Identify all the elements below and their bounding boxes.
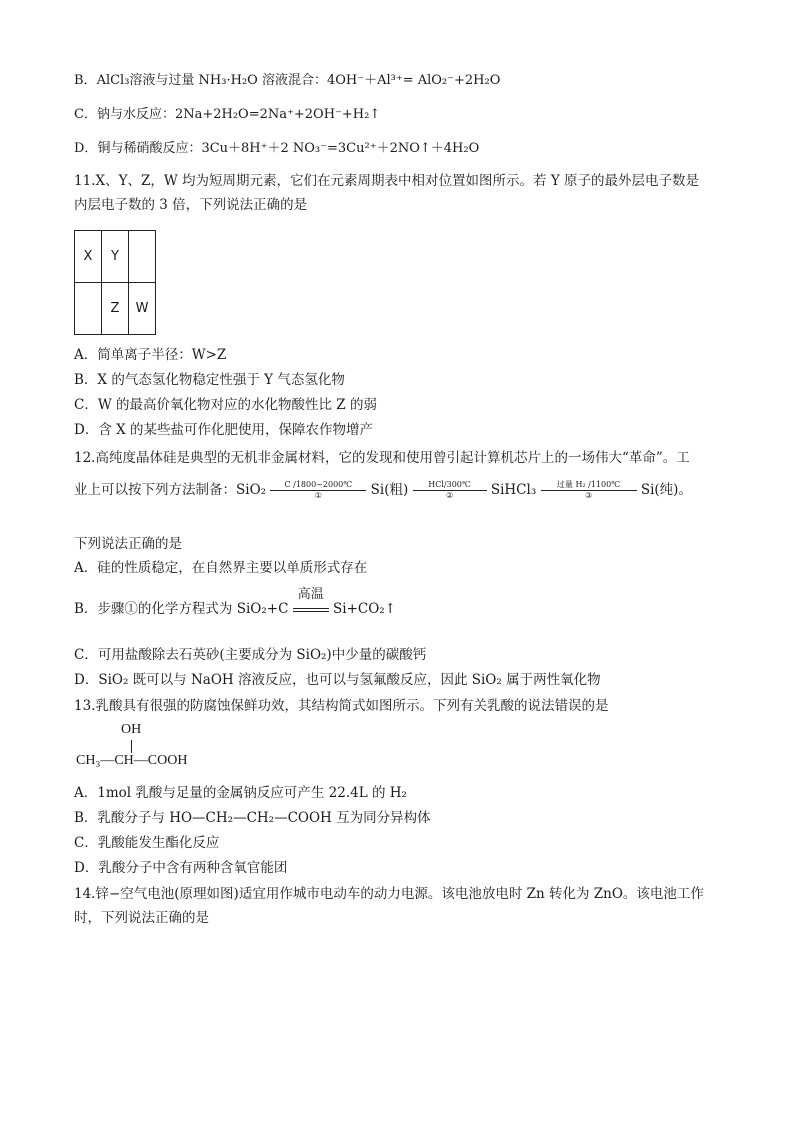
q13-option-b: B．乳酸分子与 HO—CH₂—CH₂—COOH 互为同分异构体 <box>74 810 431 826</box>
scheme-si-pure: Si(纯)。 <box>640 482 692 498</box>
q11-stem-line2: 内层电子数的 3 倍，下列说法正确的是 <box>74 197 308 213</box>
reaction-arrow-3 <box>541 480 637 501</box>
q12-option-b-prefix: B．步骤①的化学方程式为 SiO₂+C <box>74 601 289 617</box>
equals-line-top <box>293 608 329 609</box>
q10-option-c-label: C． <box>74 107 97 122</box>
q12-option-b-suffix: Si+CO₂↑ <box>333 601 396 617</box>
q12-stem-prefix: 业上可以按下列方法制备： <box>74 482 236 498</box>
arrow-1-condition: C /1800~2000℃ <box>270 480 366 491</box>
reaction-arrow-1 <box>270 480 366 501</box>
q13-option-c: C．乳酸能发生酯化反应 <box>74 835 220 851</box>
lactic-acid-structure <box>76 722 236 772</box>
q14-stem-line1: 14.锌−空气电池(原理如图)适宜用作城市电动车的动力电源。该电池放电时 Zn 转化为 ZnO。该电池工作 <box>74 886 704 902</box>
structure-chain: CH₃—CH—COOH <box>76 753 188 768</box>
arrow-2-step: ② <box>445 491 454 500</box>
q14-stem-line2: 时，下列说法正确的是 <box>74 910 209 926</box>
q12-stem-line1: 12.高纯度晶体硅是典型的无机非金属材料，它的发现和使用曾引起计算机芯片上的一场伟大“革命”。工 <box>74 450 690 466</box>
cell-empty-2 <box>75 283 102 335</box>
cell-x: X <box>75 231 102 283</box>
scheme-si-crude: Si(粗) <box>370 482 409 498</box>
q12-option-c: C．可用盐酸除去石英砂(主要成分为 SiO₂)中少量的碳酸钙 <box>74 647 427 663</box>
q12-ask: 下列说法正确的是 <box>74 536 182 552</box>
cell-z: Z <box>102 283 129 335</box>
q10-option-d-body: 铜与稀硝酸反应：3Cu＋8H⁺＋2 NO₃⁻=3Cu²⁺＋2NO↑＋4H₂O <box>97 141 480 156</box>
structure-oh: OH <box>121 722 142 737</box>
q11-option-b: B．X 的气态氢化物稳定性强于 Y 气态氢化物 <box>74 372 345 388</box>
reaction-arrow-2 <box>413 480 487 501</box>
arrow-3-step: ③ <box>584 491 593 500</box>
arrow-3-condition: 过量 H₂ /1100℃ <box>541 480 637 491</box>
q11-option-d: D．含 X 的某些盐可作化肥使用，保障农作物增产 <box>74 422 374 438</box>
q12-option-b <box>74 586 396 619</box>
arrow-2-condition: HCl/300℃ <box>413 480 487 491</box>
high-temp-label: 高温 <box>297 586 324 602</box>
q10-option-d-label: D． <box>74 141 98 156</box>
q13-stem: 13.乳酸具有很强的防腐蚀保鲜功效，其结构简式如图所示。下列有关乳酸的说法错误的是 <box>74 698 609 714</box>
q11-option-c: C．W 的最高价氧化物对应的水化物酸性比 Z 的弱 <box>74 397 377 413</box>
equals-line-bottom <box>293 611 329 612</box>
q12-option-a: A．硅的性质稳定，在自然界主要以单质形式存在 <box>74 560 368 576</box>
cell-w: W <box>129 283 156 335</box>
arrow-1-step: ① <box>314 491 322 500</box>
q10-option-b-body: AlCl₃溶液与过量 NH₃·H₂O 溶液混合：4OH⁻＋Al³⁺= AlO₂⁻+2H₂O <box>96 73 501 88</box>
periodic-table-figure <box>74 230 156 335</box>
structure-bond-vertical <box>131 740 132 753</box>
q11-stem-line1: 11.X、Y、Z，W 均为短周期元素，它们在元素周期表中相对位置如图所示。若 Y 原子的最外层电子数是 <box>74 173 700 189</box>
scheme-sio2: SiO₂ <box>236 482 267 498</box>
scheme-sihcl3: SiHCl₃ <box>490 482 537 498</box>
q10-option-c-body: 钠与水反应：2Na+2H₂O=2Na⁺+2OH⁻+H₂↑ <box>96 107 381 122</box>
q10-option-b <box>74 72 500 90</box>
high-temp-equals <box>293 586 329 619</box>
q12-scheme-line <box>74 480 692 501</box>
cell-y: Y <box>102 231 129 283</box>
q13-option-d: D．乳酸分子中含有两种含氧官能团 <box>74 860 288 876</box>
q10-option-b-text: B． <box>74 73 97 88</box>
q13-option-a: A．1mol 乳酸与足量的金属钠反应可产生 22.4L 的 H₂ <box>74 785 407 801</box>
q12-option-d: D．SiO₂ 既可以与 NaOH 溶液反应，也可以与氢氟酸反应，因此 SiO₂ 属于两性氧化物 <box>74 672 601 688</box>
q11-option-a: A．简单离子半径：W>Z <box>74 347 227 363</box>
cell-empty-1 <box>129 231 156 283</box>
q10-option-c <box>74 106 380 124</box>
q10-option-d <box>74 140 479 158</box>
